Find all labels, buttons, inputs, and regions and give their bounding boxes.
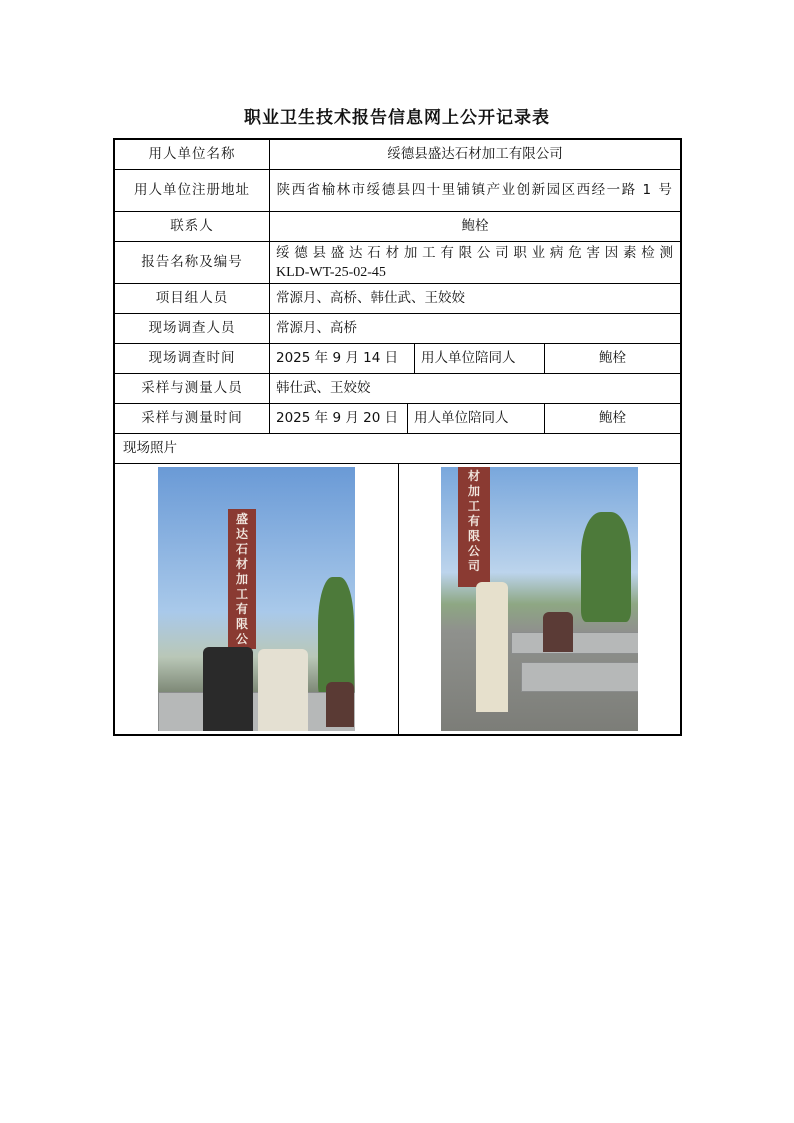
value-project-team: 常源月、高桥、韩仕武、王姣姣 bbox=[276, 290, 465, 306]
label-photos: 现场照片 bbox=[123, 440, 177, 456]
company-sign: 材 加 工 有 限 公 司 bbox=[458, 467, 490, 587]
row-sampling-staff bbox=[115, 374, 680, 404]
person-1 bbox=[203, 647, 253, 731]
value-survey-staff: 常源月、高桥 bbox=[276, 320, 357, 336]
value-survey-time: 2025 年 9 月 14 日 bbox=[270, 344, 415, 373]
row-survey-time bbox=[115, 344, 680, 374]
value-sampling-time: 2025 年 9 月 20 日 bbox=[270, 404, 408, 433]
row-contact bbox=[115, 212, 680, 242]
label-survey-time: 现场调查时间 bbox=[115, 344, 270, 373]
tree bbox=[581, 512, 631, 622]
company-sign: 盛 达 石 材 加 工 有 限 公 bbox=[228, 509, 256, 649]
row-photos bbox=[115, 464, 680, 734]
value-survey-companion: 鲍栓 bbox=[599, 350, 626, 366]
label-employer-address: 用人单位注册地址 bbox=[115, 170, 270, 211]
label-sampling-time: 采样与测量时间 bbox=[115, 404, 270, 433]
label-survey-staff: 现场调查人员 bbox=[115, 314, 270, 343]
row-sampling-time bbox=[115, 404, 680, 434]
page-title: 职业卫生技术报告信息网上公开记录表 bbox=[244, 108, 550, 128]
label-employer-name: 用人单位名称 bbox=[115, 140, 270, 169]
person-3 bbox=[326, 682, 354, 727]
value-sampling-companion: 鲍栓 bbox=[599, 410, 626, 426]
label-report: 报告名称及编号 bbox=[115, 242, 270, 283]
row-survey-staff bbox=[115, 314, 680, 344]
label-contact: 联系人 bbox=[115, 212, 270, 241]
row-project-team bbox=[115, 284, 680, 314]
photo-cell-1 bbox=[115, 464, 399, 734]
stone-slab bbox=[521, 662, 638, 692]
value-employer-name: 绥德县盛达石材加工有限公司 bbox=[387, 146, 563, 162]
photo-cell-2 bbox=[399, 464, 680, 734]
value-contact: 鲍栓 bbox=[461, 218, 489, 234]
report-number: KLD-WT-25-02-45 bbox=[276, 264, 386, 280]
row-employer-name bbox=[115, 140, 680, 170]
report-name: 绥德县盛达石材加工有限公司职业病危害因素检测 bbox=[276, 244, 674, 261]
person-1 bbox=[476, 582, 508, 712]
label-sampling-staff: 采样与测量人员 bbox=[115, 374, 270, 403]
value-sampling-staff: 韩仕武、王姣姣 bbox=[276, 380, 371, 396]
row-photos-label bbox=[115, 434, 680, 464]
value-employer-address: 陕西省榆林市绥德县四十里铺镇产业创新园区西经一路 1 号 bbox=[276, 182, 674, 198]
row-report bbox=[115, 242, 680, 284]
label-project-team: 项目组人员 bbox=[115, 284, 270, 313]
site-photo-1 bbox=[158, 467, 355, 731]
label-sampling-companion: 用人单位陪同人 bbox=[408, 404, 545, 433]
person-2 bbox=[543, 612, 573, 652]
row-employer-address bbox=[115, 170, 680, 212]
value-report bbox=[270, 242, 680, 283]
stone-slab bbox=[511, 632, 638, 654]
record-table bbox=[113, 138, 682, 736]
label-survey-companion: 用人单位陪同人 bbox=[415, 344, 545, 373]
site-photo-2 bbox=[441, 467, 638, 731]
person-2 bbox=[258, 649, 308, 731]
tree bbox=[318, 577, 354, 697]
